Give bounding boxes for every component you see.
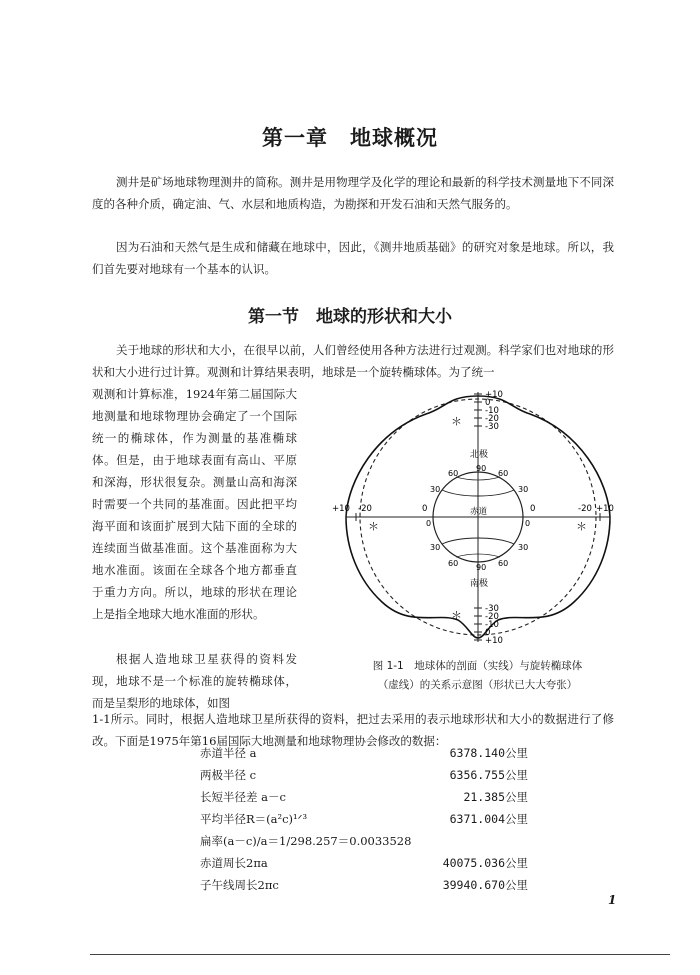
label-north-pole: 北极	[470, 450, 489, 460]
intro-paragraph-2: 因为石油和天然气是生成和储藏在地球中，因此，《测井地质基础》的研究对象是地球。所以，我们首先要对地球有一个基本的认识。	[92, 240, 614, 276]
data-row-label: 长短半径差 a－c	[200, 790, 286, 804]
label-bot-m10: -10	[485, 620, 499, 630]
chapter-title: 第一章 地球概况	[262, 126, 438, 150]
data-row-value: 6378.140公里	[449, 746, 528, 760]
data-row-label: 子午线周长2πc	[200, 878, 279, 892]
label-lat-n60b: 60	[498, 469, 509, 478]
label-lat-30nw: 30	[430, 485, 441, 494]
label-bot-m20: -20	[485, 612, 499, 622]
label-right-m20: -20	[578, 504, 592, 514]
label-bot-p10: +10	[485, 636, 503, 646]
star-bottom: ＊	[451, 609, 462, 622]
label-top-m20: -20	[485, 414, 499, 424]
data-row-label: 赤道周长2πa	[200, 856, 268, 870]
star-top: ＊	[451, 415, 462, 428]
left-column-text-2: 根据人造地球卫星获得的资料发现，地球不是一个标准的旋转椭球体，而是呈梨形的地球体，如图	[92, 652, 297, 710]
bottom-edge-rule	[90, 954, 670, 955]
label-left-0: 0	[422, 504, 428, 514]
label-right-0: 0	[530, 504, 536, 514]
label-right-p10: +10	[596, 504, 614, 514]
data-row-value: 6356.755公里	[449, 768, 528, 782]
data-row-label: 平均半径R＝(a²c)¹ᐟ³	[200, 812, 308, 826]
intro-paragraph-1: 测井是矿场地球物理测井的简称。测井是用物理学及化学的理论和最新的科学技术测量地下不同深度的各种介质，确定油、气、水层和地质构造，为勘探和开发石油和天然气服务的。	[92, 175, 614, 211]
label-eq-right-0: 0	[525, 519, 531, 528]
figure-caption	[345, 657, 610, 695]
data-row-value: 6371.004公里	[449, 812, 528, 826]
label-equator: 赤道	[470, 507, 488, 517]
label-bot-m30: -30	[485, 604, 499, 614]
figure-caption-line-2: （虚线）的关系示意图（形状已大大夸张）	[377, 679, 578, 691]
label-lat-n60a: 60	[448, 469, 459, 478]
label-left-m20: -20	[358, 504, 372, 514]
star-right: ＊	[576, 520, 587, 533]
label-lat-s90: 90	[476, 563, 487, 572]
label-south-pole: 南极	[470, 579, 489, 589]
label-bot-0: 0	[485, 628, 491, 638]
label-lat-30ne: 30	[518, 485, 529, 494]
page-number: 1	[608, 893, 617, 907]
star-left: ＊	[368, 520, 379, 533]
label-top-p10: +10	[485, 390, 503, 400]
label-top-0: 0	[485, 398, 491, 408]
label-lat-s60b: 60	[498, 559, 509, 568]
label-lat-n90: 90	[476, 464, 487, 473]
data-row-label-flattening: 扁率(a－c)/a＝1/298.257＝0.0033528	[200, 834, 412, 848]
label-lat-30se: 30	[518, 543, 529, 552]
label-top-m10: -10	[485, 406, 499, 416]
label-top-m30: -30	[485, 422, 499, 432]
label-lat-30sw: 30	[430, 543, 441, 552]
data-row-value: 21.385公里	[463, 790, 528, 804]
data-row-value: 39940.670公里	[442, 878, 528, 892]
section-title: 第一节 地球的形状和大小	[248, 307, 452, 327]
label-left-p10: +10	[332, 504, 350, 514]
section-paragraph-1: 关于地球的形状和大小，在很早以前，人们曾经使用各种方法进行过观测。科学家们也对地球的形状和大小进行过计算。观测和计算结果表明，地球是一个旋转椭球体。为了统一	[92, 343, 614, 379]
left-column-text: 观测和计算标准，1924年第二届国际大地测量和地球物理协会确定了一个国际统一的椭球体，作为测量的基准椭球体。但是，由于地球表面有高山、平原和深海，形状很复杂。测量山高和海深时需要一个共同的基准面。因此把平均海平面和该面扩展到大陆下面的全球的连续面当做基准面。这个基准面称为大地水准面。该面在全球各个地方都垂直于重力方向。所以，地球的形状在理论上是指全地球大地水准面的形状。	[92, 387, 297, 621]
data-row-value: 40075.036公里	[442, 856, 528, 870]
figure-caption-line-1: 图 1-1 地球体的剖面（实线）与旋转椭球体	[372, 660, 583, 672]
label-eq-left-0: 0	[426, 519, 432, 528]
data-row-label: 赤道半径 a	[200, 746, 257, 760]
label-lat-s60a: 60	[448, 559, 459, 568]
figure-earth-cross-section	[330, 380, 620, 655]
section-paragraph-2: 1-1所示。同时，根据人造地球卫星所获得的资料，把过去采用的表示地球形状和大小的数据进行了修改。下面是1975年第16届国际大地测量和地球物理协会修改的数据：	[92, 712, 614, 748]
data-row-label: 两极半径 c	[200, 768, 257, 782]
